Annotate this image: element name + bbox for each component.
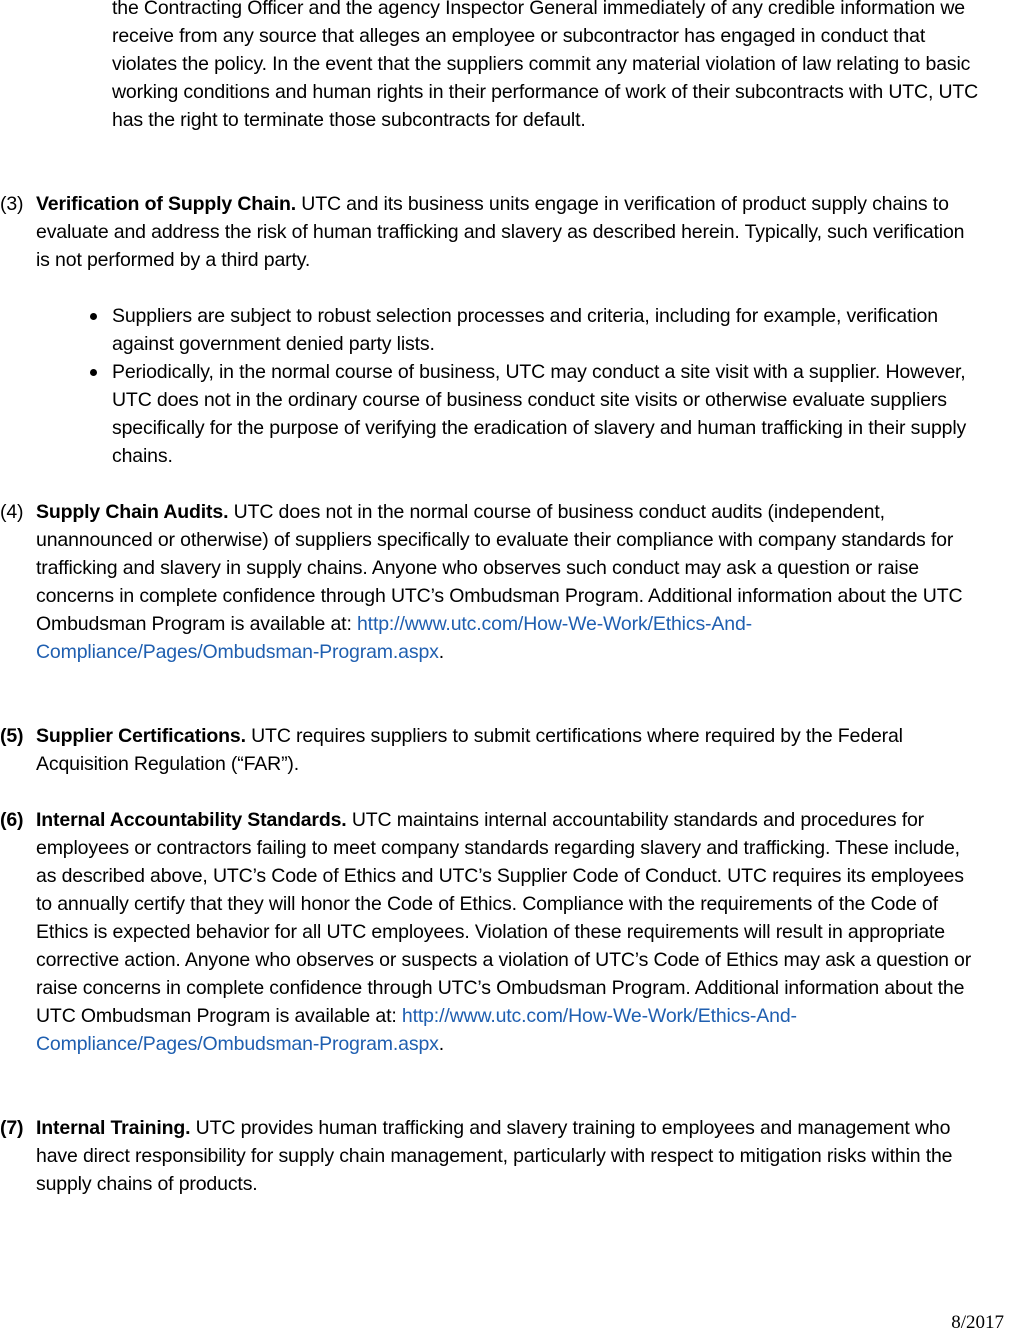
section-title: Supplier Certifications. bbox=[36, 725, 246, 747]
section-text-end: . bbox=[438, 1033, 445, 1055]
section-text: UTC provides human trafficking and slavery training to employees and management who have direct responsibility for supply chain management, particularly with respect to mitigation risks within the supply chains of products. bbox=[36, 1117, 953, 1195]
bullet-icon bbox=[90, 369, 97, 376]
supplier-verification-bullet-list bbox=[112, 302, 997, 470]
section-number: (6) bbox=[0, 809, 24, 831]
list-item bbox=[112, 302, 997, 358]
section-number: (7) bbox=[0, 1117, 24, 1139]
section-text: UTC and its business units engage in verification of product supply chains to evaluate and address the risk of human trafficking and slavery as described herein. Typically, such verification is not performed by a third party. bbox=[36, 193, 965, 271]
section-number: (3) bbox=[0, 193, 24, 215]
section-title: Internal Training. bbox=[36, 1117, 191, 1139]
footer-date: 8/2017 bbox=[951, 1312, 1004, 1333]
section-number: (4) bbox=[0, 501, 24, 523]
section-text-end: . bbox=[438, 641, 445, 663]
ombudsman-program-link[interactable]: http://www.utc.com/How-We-Work/Ethics-And-Compliance/Pages/Ombudsman-Program.aspx bbox=[36, 1005, 797, 1055]
section-title: Supply Chain Audits. bbox=[36, 501, 229, 523]
section-internal-training bbox=[0, 1114, 981, 1198]
section-supply-chain-audits bbox=[0, 498, 981, 666]
section-title: Internal Accountability Standards. bbox=[36, 809, 347, 831]
bullet-icon bbox=[90, 313, 97, 320]
section-text: UTC maintains internal accountability standards and procedures for employees or contractors failing to meet company standards regarding slavery and trafficking. These include, as described above, UTC’s Code of Ethics and UTC’s Supplier Code of Conduct. UTC requires its employees to annually certify that they will honor the Code of Ethics. Compliance with the requirements of the Code of Ethics is expected behavior for all UTC employees. Violation of these requirements will result in appropriate corrective action. Anyone who observes or suspects a violation of UTC’s Code of Ethics may ask a question or raise concerns in complete confidence through UTC’s Ombudsman Program. Additional information about the UTC Ombudsman Program is available at: bbox=[36, 809, 972, 1027]
section-title: Verification of Supply Chain. bbox=[36, 193, 297, 215]
bullet-text: Suppliers are subject to robust selection processes and criteria, including for example, verification against government denied party lists. bbox=[112, 305, 938, 355]
section-number: (5) bbox=[0, 725, 24, 747]
bullet-text: Periodically, in the normal course of business, UTC may conduct a site visit with a supplier. However, UTC does not in the ordinary course of business conduct site visits or otherwise evaluate suppliers specifically for the purpose of verifying the eradication of slavery and human trafficking in their supply chains. bbox=[112, 361, 967, 467]
ombudsman-program-link[interactable]: http://www.utc.com/How-We-Work/Ethics-And-Compliance/Pages/Ombudsman-Program.aspx bbox=[36, 613, 752, 663]
list-item bbox=[112, 358, 997, 470]
section-supplier-certifications bbox=[0, 722, 981, 778]
section-text: UTC does not in the normal course of business conduct audits (independent, unannounced or otherwise) of suppliers specifically to evaluate their compliance with company standards for trafficking and slavery in supply chains. Anyone who observes such conduct may ask a question or raise concerns in complete confidence through UTC’s Ombudsman Program. Additional information about the UTC Ombudsman Program is available at: bbox=[36, 501, 963, 635]
section-text: UTC requires suppliers to submit certifications where required by the Federal Acquisition Regulation (“FAR”). bbox=[36, 725, 903, 775]
section-internal-accountability-standards bbox=[0, 806, 981, 1058]
section-verification-of-supply-chain bbox=[0, 190, 981, 274]
continuation-paragraph: the Contracting Officer and the agency Inspector General immediately of any credible information we receive from any source that alleges an employee or subcontractor has engaged in conduct that violates the policy. In the event that the suppliers commit any material violation of law relating to basic working conditions and human rights in their performance of work of their subcontracts with UTC, UTC has the right to terminate those subcontracts for default. bbox=[112, 0, 979, 131]
